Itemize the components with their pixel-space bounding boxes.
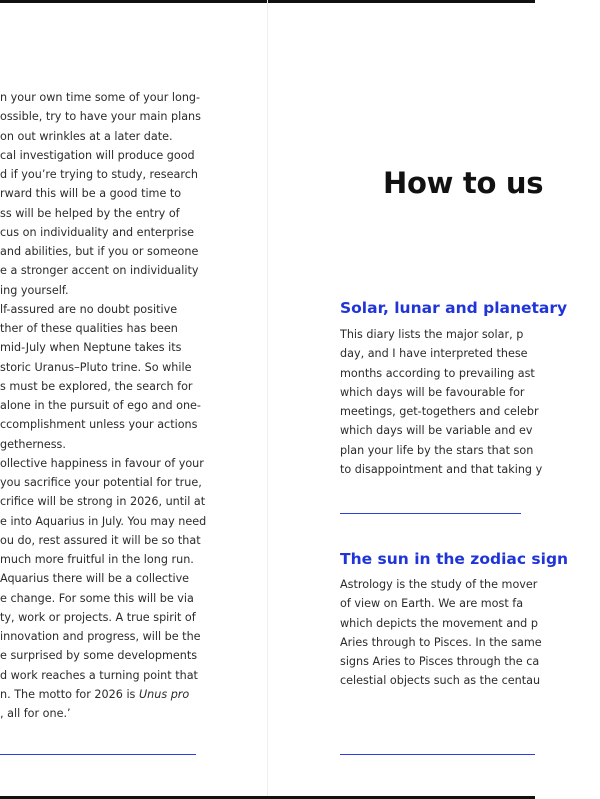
- body-line: This diary lists the major solar, p: [340, 328, 524, 341]
- left-page-body: [0, 88, 207, 723]
- body-line: and abilities, but if you or someone: [0, 245, 199, 258]
- section-title-solar-lunar: Solar, lunar and planetary: [340, 299, 568, 317]
- body-line: plan your life by the stars that son: [340, 443, 534, 457]
- body-line: ty, work or projects. A true spirit of: [0, 610, 196, 624]
- body-line: mid-July when Neptune takes its: [0, 341, 182, 355]
- body-line: ing yourself.: [0, 283, 69, 297]
- body-line: storic Uranus–Pluto trine. So while: [0, 360, 192, 374]
- body-line: d if you’re trying to study, research: [0, 168, 198, 181]
- body-line: Aquarius there will be a collective: [0, 572, 190, 586]
- body-line: ss will be helped by the entry of: [0, 206, 180, 220]
- section-title-sun-zodiac: The sun in the zodiac sign: [340, 550, 569, 568]
- motto-line: [0, 685, 196, 704]
- body-line: ou do, rest assured it will be so that: [0, 533, 201, 547]
- body-line: Aries through to Pisces. In the same: [340, 635, 542, 649]
- body-line: rward this will be a good time to: [0, 187, 182, 201]
- body-line: ccomplishment unless your actions: [0, 418, 198, 432]
- section-body-solar-lunar: [340, 325, 600, 479]
- body-line: cus on individuality and enterprise: [0, 225, 195, 239]
- body-line: e a stronger accent on individuality: [0, 264, 199, 278]
- body-line: getherness.: [0, 437, 66, 451]
- body-line: much more fruitful in the long run.: [0, 553, 194, 566]
- body-line: e change. For some this will be via: [0, 591, 194, 605]
- body-line: alone in the pursuit of ego and one-: [0, 399, 201, 412]
- motto-italic-text: Unus pro: [138, 687, 190, 701]
- body-line: day, and I have interpreted these: [340, 347, 528, 361]
- body-line: signs Aries to Pisces through the ca: [340, 655, 540, 668]
- body-line: which depicts the movement and p: [340, 616, 538, 630]
- body-line: you sacrifice your potential for true,: [0, 476, 202, 489]
- body-line: e into Aquarius in July. You may need: [0, 514, 207, 528]
- body-line: s must be explored, the search for: [0, 379, 193, 393]
- body-line: d work reaches a turning point that: [0, 668, 198, 682]
- body-line: ther of these qualities has been: [0, 322, 178, 335]
- body-line: crifice will be strong in 2026, until at: [0, 495, 206, 509]
- body-line: of view on Earth. We are most fa: [340, 597, 524, 611]
- body-line: innovation and progress, will be the: [0, 630, 201, 643]
- body-line: ossible, try to have your main plans: [0, 110, 201, 124]
- left-page-bottom-rule: [0, 754, 196, 755]
- body-line: on out wrinkles at a later date.: [0, 129, 173, 143]
- body-line: celestial objects such as the centau: [340, 674, 541, 688]
- body-line: , all for one.’: [0, 707, 71, 720]
- body-line: meetings, get-togethers and celebr: [340, 405, 539, 418]
- body-line: Astrology is the study of the mover: [340, 578, 538, 591]
- body-line: months according to prevailing ast: [340, 366, 535, 380]
- motto-lead-text: n. The motto for 2026 is: [0, 687, 139, 701]
- body-line: which days will be variable and ev: [340, 424, 533, 438]
- page-heading: How to us: [383, 166, 544, 200]
- body-line: n your own time some of your long-: [0, 91, 201, 104]
- right-page-bottom-rule: [340, 754, 535, 755]
- body-line: lf-assured are no doubt positive: [0, 302, 178, 316]
- body-line: ollective happiness in favour of your: [0, 456, 204, 470]
- body-line: to disappointment and that taking y: [340, 462, 543, 476]
- body-line: cal investigation will produce good: [0, 148, 195, 162]
- page-spine: [267, 0, 268, 799]
- section-divider-rule: [340, 513, 521, 514]
- body-line: which days will be favourable for: [340, 385, 525, 399]
- section-body-sun-zodiac: [340, 575, 600, 691]
- body-line: e surprised by some developments: [0, 649, 198, 663]
